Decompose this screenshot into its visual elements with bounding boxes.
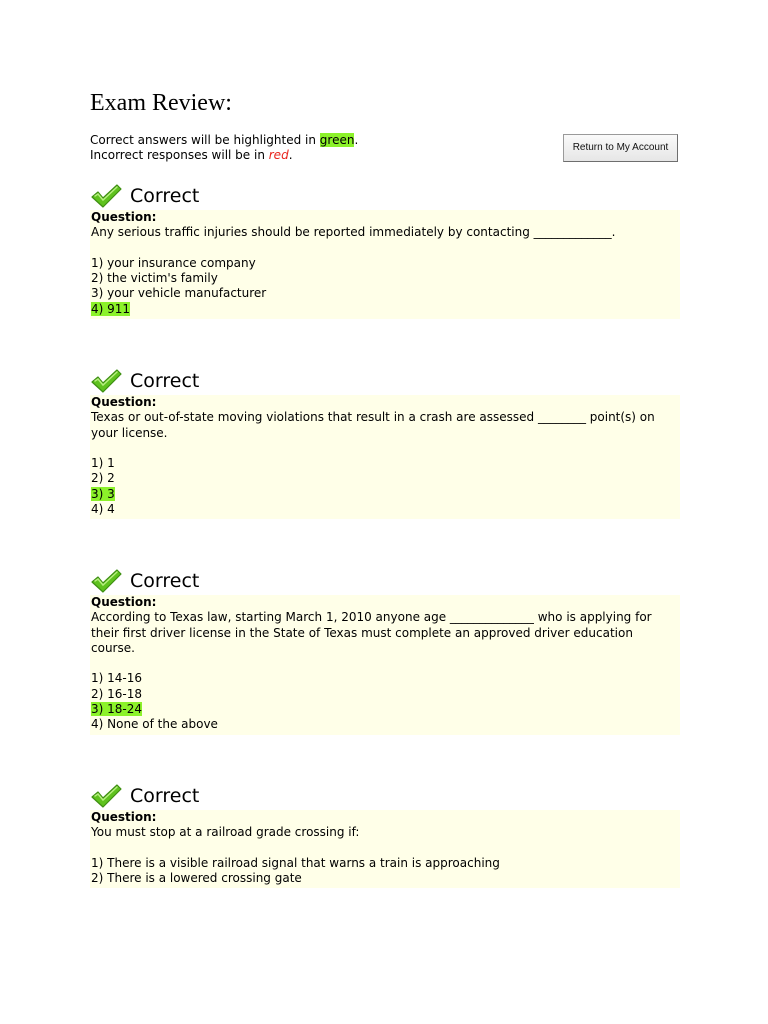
legend-text: .	[288, 148, 293, 162]
answer-option	[91, 456, 679, 471]
answer-text: 4) 4	[91, 502, 115, 517]
spacer	[91, 656, 679, 671]
answer-text: 1) There is a visible railroad signal that warns a train is approaching	[91, 855, 500, 870]
question-status	[90, 184, 680, 210]
answer-option	[91, 256, 679, 271]
answer-text: 4) None of the above	[91, 717, 218, 732]
answer-text: 1) 14-16	[91, 671, 142, 686]
answer-text: 3) your vehicle manufacturer	[91, 286, 267, 301]
question-block	[90, 784, 680, 888]
question-text: Texas or out-of-state moving violations that result in a crash are assessed ________ point(s) on your license.	[91, 410, 655, 440]
question-block	[90, 569, 680, 735]
question-label: Question:	[91, 210, 157, 224]
checkmark-icon	[90, 568, 122, 594]
answer-text: 4) 911	[91, 301, 131, 316]
checkmark-icon	[90, 368, 122, 394]
question-label: Question:	[91, 595, 157, 609]
legend	[90, 133, 358, 163]
legend-text: Correct answers will be highlighted in	[90, 133, 320, 147]
spacer	[91, 841, 679, 856]
checkmark-icon	[90, 783, 122, 809]
answer-text: 2) There is a lowered crossing gate	[91, 871, 302, 886]
question-text: You must stop at a railroad grade crossing if:	[91, 825, 360, 840]
answer-option	[91, 302, 679, 317]
question-body	[90, 595, 680, 735]
spacer	[91, 241, 679, 256]
answer-option	[91, 286, 679, 301]
legend-text: .	[354, 133, 359, 147]
answer-option	[91, 502, 679, 517]
question-body	[90, 810, 680, 888]
question-status	[90, 569, 680, 595]
status-label: Correct	[130, 185, 200, 207]
answer-text: 2) the victim's family	[91, 271, 218, 286]
answer-option	[91, 717, 679, 732]
question-status	[90, 784, 680, 810]
checkmark-icon	[90, 183, 122, 209]
status-label: Correct	[130, 785, 200, 807]
answer-option	[91, 856, 679, 871]
page-title: Exam Review:	[90, 90, 232, 116]
answer-option	[91, 271, 679, 286]
answer-text: 3) 18-24	[91, 702, 142, 717]
answer-text: 1) 1	[91, 456, 115, 471]
legend-correct-line	[90, 133, 358, 148]
answer-option	[91, 687, 679, 702]
answer-option	[91, 487, 679, 502]
question-status	[90, 369, 680, 395]
question-block	[90, 369, 680, 519]
question-text: Any serious traffic injuries should be reported immediately by contacting _____________.	[91, 225, 616, 240]
status-label: Correct	[130, 570, 200, 592]
return-to-account-button[interactable]: Return to My Account	[563, 134, 678, 162]
legend-red-sample: red	[268, 148, 289, 162]
legend-incorrect-line	[90, 148, 358, 163]
answer-text: 2) 2	[91, 471, 115, 486]
question-label: Question:	[91, 810, 157, 824]
answer-text: 2) 16-18	[91, 686, 142, 701]
question-body	[90, 395, 680, 519]
spacer	[91, 441, 679, 456]
question-block	[90, 184, 680, 319]
answer-option	[91, 471, 679, 486]
legend-text: Incorrect responses will be in	[90, 148, 269, 162]
question-text: According to Texas law, starting March 1, 2010 anyone age ______________ who is applying for their first driver license in the State of Texas must complete an approved driver education course.	[91, 610, 652, 655]
answer-text: 1) your insurance company	[91, 255, 256, 270]
question-body	[90, 210, 680, 319]
answer-text: 3) 3	[91, 486, 115, 501]
answer-option	[91, 702, 679, 717]
answer-option	[91, 671, 679, 686]
answer-option	[91, 871, 679, 886]
legend-green-sample: green	[319, 133, 355, 147]
question-label: Question:	[91, 395, 157, 409]
status-label: Correct	[130, 370, 200, 392]
